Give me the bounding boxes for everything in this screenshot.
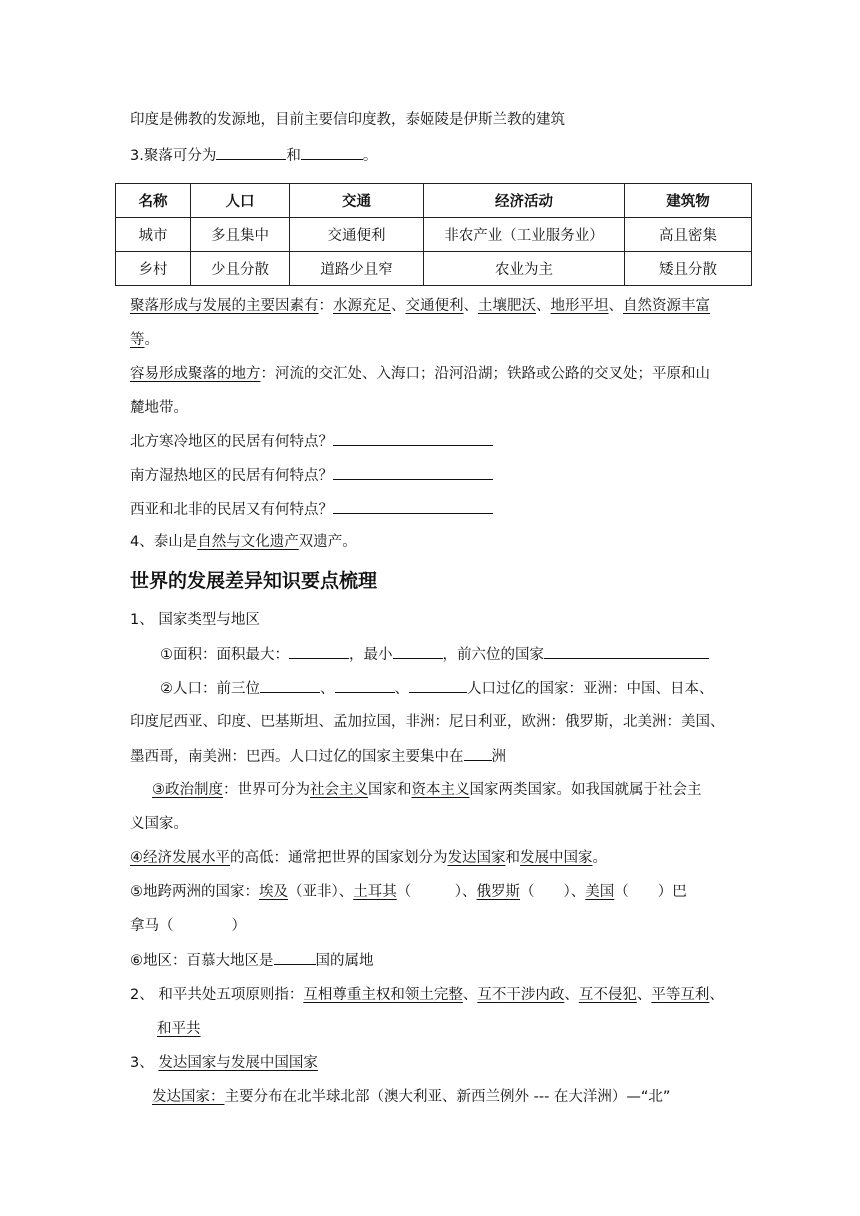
text: （ ）、 (520, 884, 586, 900)
text-line (130, 916, 246, 936)
text-line (130, 532, 357, 552)
text: 水源充足 (333, 298, 391, 314)
text-line (130, 882, 687, 902)
text: ②人口：前三位 (160, 681, 260, 697)
header-cell: 人口 (191, 184, 290, 218)
table-cell: 城市 (116, 218, 191, 252)
text-line (157, 1019, 201, 1039)
fill-blank (216, 145, 286, 160)
settlement-comparison-table (115, 183, 752, 286)
text: 、 (536, 298, 551, 314)
text: ：世界可分为 (223, 782, 310, 798)
text-line (130, 296, 710, 316)
fill-blank (409, 678, 467, 693)
text: 、 (608, 298, 623, 314)
table-cell: 道路少且窄 (290, 252, 424, 286)
text: ：河流的交汇处、入海口；沿河沿湖；铁路或公路的交叉处；平原和山 (260, 366, 710, 382)
text-line (130, 110, 565, 130)
table-cell: 高且密集 (625, 218, 752, 252)
text-line (130, 712, 725, 732)
text: 互相尊重主权和领土完整 (303, 987, 463, 1003)
text-line (130, 746, 506, 767)
text: 的高低：通常把世界的国家划分为 (230, 850, 448, 866)
table-cell: 农业为主 (424, 252, 625, 286)
text: 发达国家 (152, 1089, 210, 1105)
text: 西亚和北非的民居又有何特点？ (130, 502, 333, 518)
text-line (130, 431, 493, 452)
fill-blank (289, 644, 349, 659)
text: 美国 (585, 884, 615, 900)
text: 南方湿热地区的民居有何特点？ (130, 468, 333, 484)
text-line (130, 465, 493, 486)
text-line (152, 780, 702, 800)
fill-blank (333, 499, 493, 514)
text: ⑤地跨两洲的国家： (130, 884, 259, 900)
text: 交通便利 (405, 298, 464, 314)
text: 互不干涉内政 (477, 987, 565, 1003)
text: 埃及 (259, 884, 288, 900)
text: 互不侵犯 (578, 987, 637, 1003)
text-line (130, 814, 188, 834)
text: 、 (320, 681, 335, 697)
text: 社会主义 (310, 782, 368, 798)
text: 和平共 (157, 1021, 201, 1037)
text-line (130, 364, 710, 384)
text: 麓地带。 (130, 400, 188, 416)
text: 发达国家与发展中国国家 (158, 1055, 318, 1071)
text: 俄罗斯 (476, 884, 520, 900)
text: 国的属地 (315, 953, 374, 969)
text: ⑥地区：百慕大地区是 (130, 953, 274, 969)
table-cell: 矮且分散 (625, 252, 752, 286)
text: 拿马（ ） (130, 918, 246, 934)
section-heading: 世界的发展差异知识要点梳理 (130, 570, 378, 592)
text: 资本主义 (411, 782, 470, 798)
text-line (160, 678, 714, 699)
text: 1、 国家类型与地区 (130, 612, 260, 628)
text: ①面积：面积最大： (160, 647, 289, 663)
text: 。 (362, 148, 378, 164)
text: ④经济发展水平 (130, 850, 230, 866)
fill-blank (335, 678, 395, 693)
text-line (130, 848, 607, 868)
text: （ ）巴 (614, 884, 687, 900)
text: 国家和 (368, 782, 412, 798)
text: 自然与文化遗产 (197, 534, 299, 550)
text-line (152, 1087, 670, 1107)
text: 发达国家 (447, 850, 506, 866)
fill-blank (301, 145, 363, 160)
text: 。 (144, 332, 159, 348)
fill-blank (333, 465, 493, 480)
text: 土壤肥沃 (478, 298, 536, 314)
text: 。 (592, 850, 607, 866)
text: 4、泰山是 (130, 534, 198, 550)
text: ③政治制度 (152, 782, 223, 798)
text: 洲 (491, 749, 506, 765)
text: ，前六位的国家 (442, 647, 544, 663)
text: 和 (286, 148, 301, 164)
text: 土耳其 (353, 884, 397, 900)
text: 北方寒冷地区的民居有何特点？ (130, 434, 333, 450)
text: 和 (505, 850, 520, 866)
text: 聚落形成与发展的主要因素有 (130, 298, 319, 314)
fill-blank (393, 644, 443, 659)
text: 印度是佛教的发源地，目前主要信印度教，泰姬陵是伊斯兰教的建筑 (130, 112, 565, 128)
text: （ ）、 (396, 884, 477, 900)
text-line (130, 330, 159, 350)
text: 、 (391, 298, 406, 314)
fill-blank (464, 746, 492, 761)
header-cell: 名称 (116, 184, 191, 218)
table-cell: 交通便利 (290, 218, 424, 252)
text-line (160, 644, 709, 665)
text: ，最小 (349, 647, 393, 663)
text: ： (318, 298, 333, 314)
text: 3、 (130, 1055, 159, 1071)
text: 发展中国家 (520, 850, 593, 866)
text: 人口过亿的国家：亚洲：中国、日本、 (467, 681, 714, 697)
text-line (130, 398, 188, 418)
text: 2、 和平共处五项原则指： (130, 987, 304, 1003)
text: 、 (463, 298, 478, 314)
table-cell: 非农产业（工业服务业） (424, 218, 625, 252)
text: 、 (462, 987, 478, 1003)
fill-blank (544, 644, 709, 659)
table-cell: 少且分散 (191, 252, 290, 286)
text: 容易形成聚落的地方 (130, 366, 261, 382)
text: 、 (636, 987, 652, 1003)
text: 自然资源丰富 (623, 298, 710, 314)
text-line (130, 950, 374, 971)
text: 等 (130, 332, 145, 348)
table-cell: 乡村 (116, 252, 191, 286)
text: 、 (709, 987, 724, 1003)
text: 3.聚落可分为 (130, 148, 217, 164)
text: 双遗产。 (298, 534, 357, 550)
text: （亚非）、 (288, 884, 354, 900)
text: 义国家。 (130, 816, 188, 832)
text: 、 (564, 987, 579, 1003)
text: 印度尼西亚、印度、巴基斯坦、孟加拉国，非洲：尼日利亚，欧洲：俄罗斯，北美洲：美国、 (130, 714, 725, 730)
text: 国家两类国家。如我国就属于社会主 (469, 782, 702, 798)
text: ： (210, 1089, 225, 1105)
header-cell: 交通 (290, 184, 424, 218)
table-cell: 多且集中 (191, 218, 290, 252)
table-row (116, 252, 752, 286)
text-line (130, 985, 724, 1005)
fill-blank (274, 950, 316, 965)
text: 、 (394, 681, 409, 697)
table-row (116, 218, 752, 252)
text: 地形平坦 (550, 298, 609, 314)
text: 墨西哥，南美洲：巴西。人口过亿的国家主要集中在 (130, 749, 464, 765)
text-line (130, 1053, 318, 1073)
text: 平等互利 (651, 987, 710, 1003)
header-cell: 建筑物 (625, 184, 752, 218)
table-header-row (116, 184, 752, 218)
text: 主要分布在北半球北部（澳大利亚、新西兰例外 --- 在大洋洲）—“北” (224, 1089, 671, 1105)
text-line (130, 610, 260, 630)
fill-blank (260, 678, 320, 693)
text-line (130, 145, 377, 166)
text-line (130, 499, 493, 520)
header-cell: 经济活动 (424, 184, 625, 218)
fill-blank (333, 431, 493, 446)
